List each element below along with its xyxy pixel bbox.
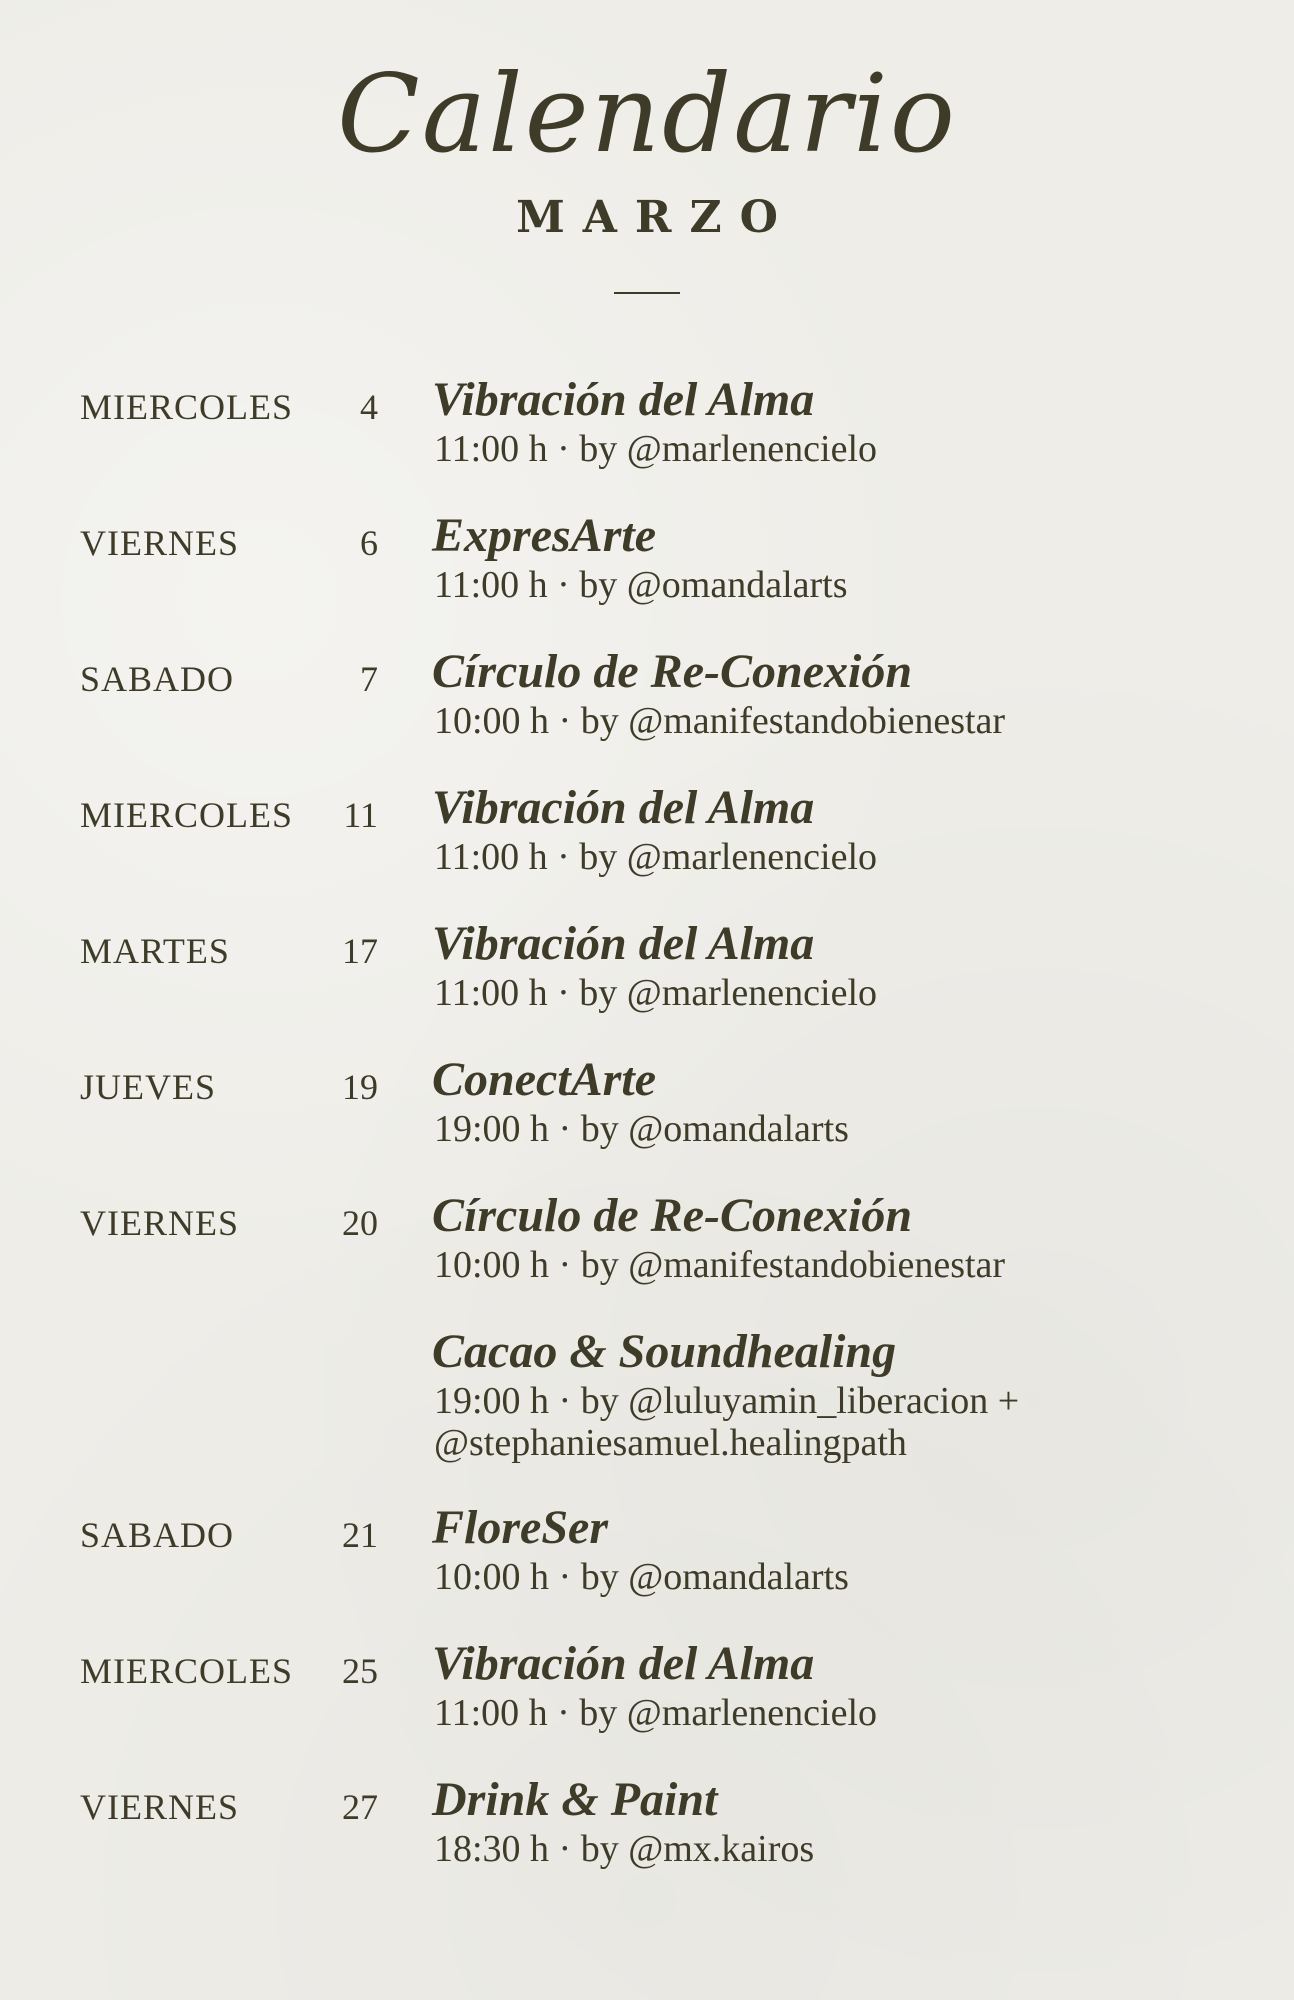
event-date: 25 (342, 1651, 378, 1691)
event-detail: 11:00 h · by @omandalarts (434, 564, 848, 606)
event-date: 19 (342, 1067, 378, 1107)
event-detail: 11:00 h · by @marlenencielo (434, 1692, 878, 1734)
event-date: 27 (342, 1787, 378, 1827)
event-weekday: VIERNES (80, 1203, 239, 1243)
event-weekday: MARTES (80, 931, 230, 971)
event-weekday: JUEVES (80, 1067, 217, 1107)
event-weekday: VIERNES (80, 523, 239, 563)
event-detail: 11:00 h · by @marlenencielo (434, 972, 878, 1014)
event-detail: 11:00 h · by @marlenencielo (434, 428, 878, 470)
event-weekday: MIERCOLES (80, 387, 294, 427)
event-detail: 10:00 h · by @manifestandobienestar (434, 700, 1006, 742)
event-weekday: SABADO (80, 1515, 235, 1555)
event-title: FloreSer (432, 1501, 609, 1554)
month-label: MARZO (516, 192, 796, 243)
event-detail: 19:00 h · by @omandalarts (434, 1108, 849, 1150)
calendar-title: Calendario (337, 52, 957, 177)
event-title: Vibración del Alma (432, 1637, 815, 1690)
event-title: Círculo de Re-Conexión (432, 645, 913, 698)
event-title: Vibración del Alma (432, 781, 815, 834)
event-weekday: VIERNES (80, 1787, 239, 1827)
event-date: 21 (342, 1515, 378, 1555)
event-title: Drink & Paint (432, 1773, 718, 1826)
event-detail-continued: @stephaniesamuel.healingpath (434, 1422, 907, 1464)
event-date: 20 (342, 1203, 378, 1243)
event-detail: 10:00 h · by @omandalarts (434, 1556, 849, 1598)
event-detail: 18:30 h · by @mx.kairos (434, 1828, 815, 1870)
event-weekday: MIERCOLES (80, 1651, 294, 1691)
event-title: Círculo de Re-Conexión (432, 1189, 913, 1242)
event-detail: 19:00 h · by @luluyamin_liberacion + (434, 1380, 1020, 1422)
event-title: Vibración del Alma (432, 917, 815, 970)
event-date: 6 (360, 523, 378, 563)
event-title: ConectArte (432, 1053, 656, 1106)
event-weekday: MIERCOLES (80, 795, 294, 835)
event-date: 7 (360, 659, 378, 699)
event-title: Cacao & Soundhealing (432, 1325, 897, 1378)
event-weekday: SABADO (80, 659, 235, 699)
event-date: 4 (360, 387, 378, 427)
event-date: 11 (343, 795, 378, 835)
event-title: Vibración del Alma (432, 373, 815, 426)
event-title: ExpresArte (432, 509, 657, 562)
event-detail: 10:00 h · by @manifestandobienestar (434, 1244, 1006, 1286)
event-detail: 11:00 h · by @marlenencielo (434, 836, 878, 878)
event-date: 17 (342, 931, 378, 971)
